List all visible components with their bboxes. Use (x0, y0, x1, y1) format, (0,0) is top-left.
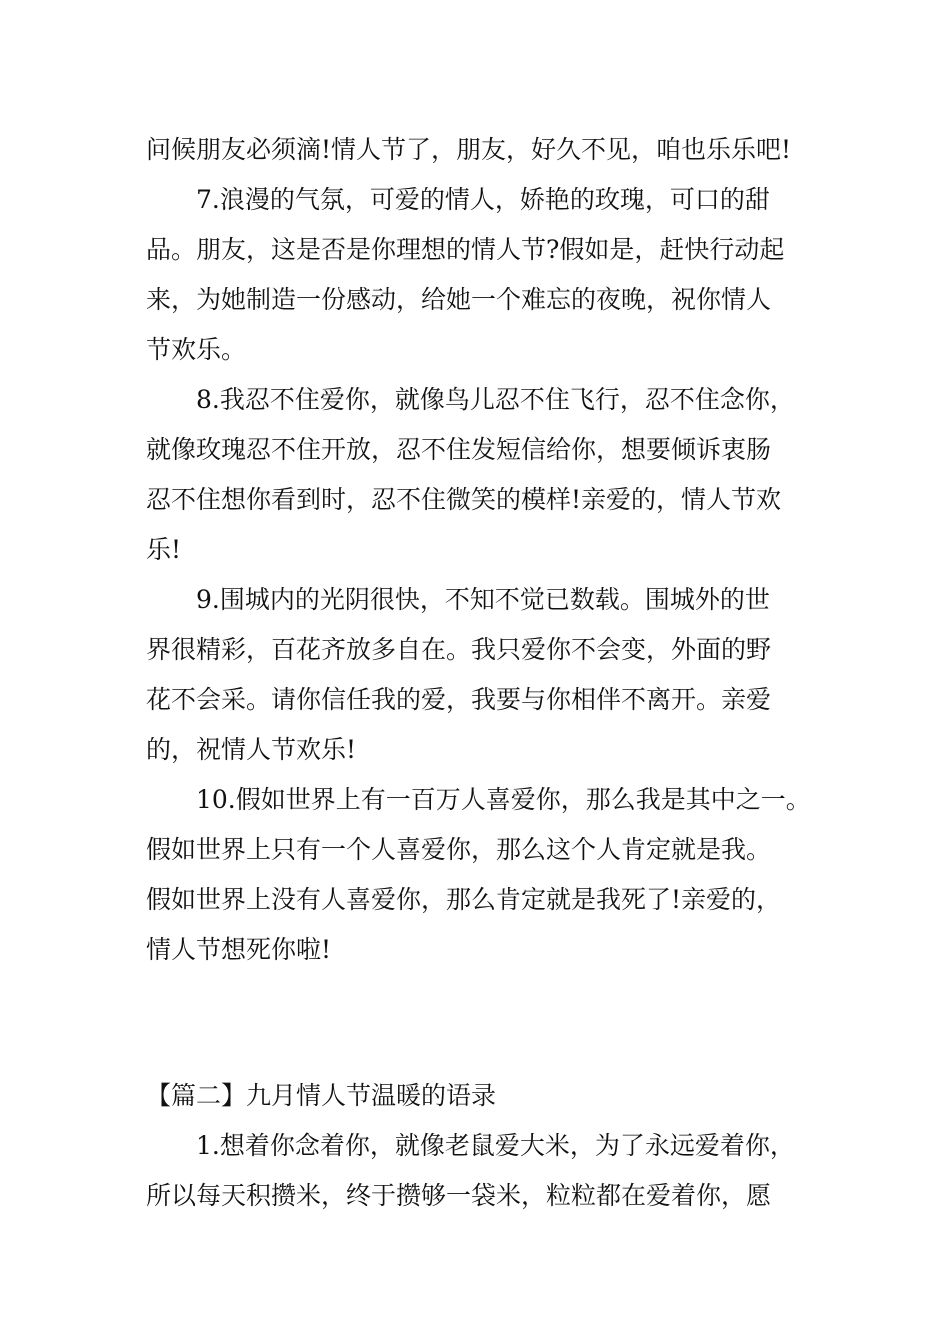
text-line: 品。朋友，这是否是你理想的情人节?假如是，赶快行动起 (146, 235, 785, 264)
text-line: 8.我忍不住爱你，就像鸟儿忍不住飞行，忍不住念你， (196, 385, 795, 414)
text-line: 9.围城内的光阴很快，不知不觉已数载。围城外的世 (196, 585, 770, 614)
text-line: 情人节想死你啦! (146, 935, 332, 964)
text-line: 节欢乐。 (146, 335, 247, 364)
text-line: 问候朋友必须滴!情人节了，朋友，好久不见，咱也乐乐吧! (146, 135, 792, 164)
text-line: 1.想着你念着你，就像老鼠爱大米，为了永远爱着你， (196, 1131, 795, 1160)
text-line: 界很精彩，百花齐放多自在。我只爱你不会变，外面的野 (146, 635, 772, 664)
text-line: 假如世界上没有人喜爱你，那么肯定就是我死了!亲爱的， (146, 885, 782, 914)
text-line: 的，祝情人节欢乐! (146, 735, 357, 764)
text-line: 花不会采。请你信任我的爱，我要与你相伴不离开。亲爱 (146, 685, 772, 714)
text-line: 就像玫瑰忍不住开放，忍不住发短信给你，想要倾诉衷肠 (146, 435, 772, 464)
section-heading: 【篇二】九月情人节温暖的语录 (146, 1081, 497, 1110)
text-line: 忍不住想你看到时，忍不住微笑的模样!亲爱的，情人节欢 (146, 485, 782, 514)
text-line: 假如世界上只有一个人喜爱你，那么这个人肯定就是我。 (146, 835, 772, 864)
text-line: 7.浪漫的气氛，可爱的情人，娇艳的玫瑰，可口的甜 (196, 185, 770, 214)
text-line: 10.假如世界上有一百万人喜爱你，那么我是其中之一。 (196, 785, 811, 814)
text-line: 来，为她制造一份感动，给她一个难忘的夜晚，祝你情人 (146, 285, 772, 314)
text-line: 所以每天积攒米，终于攒够一袋米，粒粒都在爱着你，愿 (146, 1181, 772, 1210)
text-line: 乐! (146, 535, 182, 564)
